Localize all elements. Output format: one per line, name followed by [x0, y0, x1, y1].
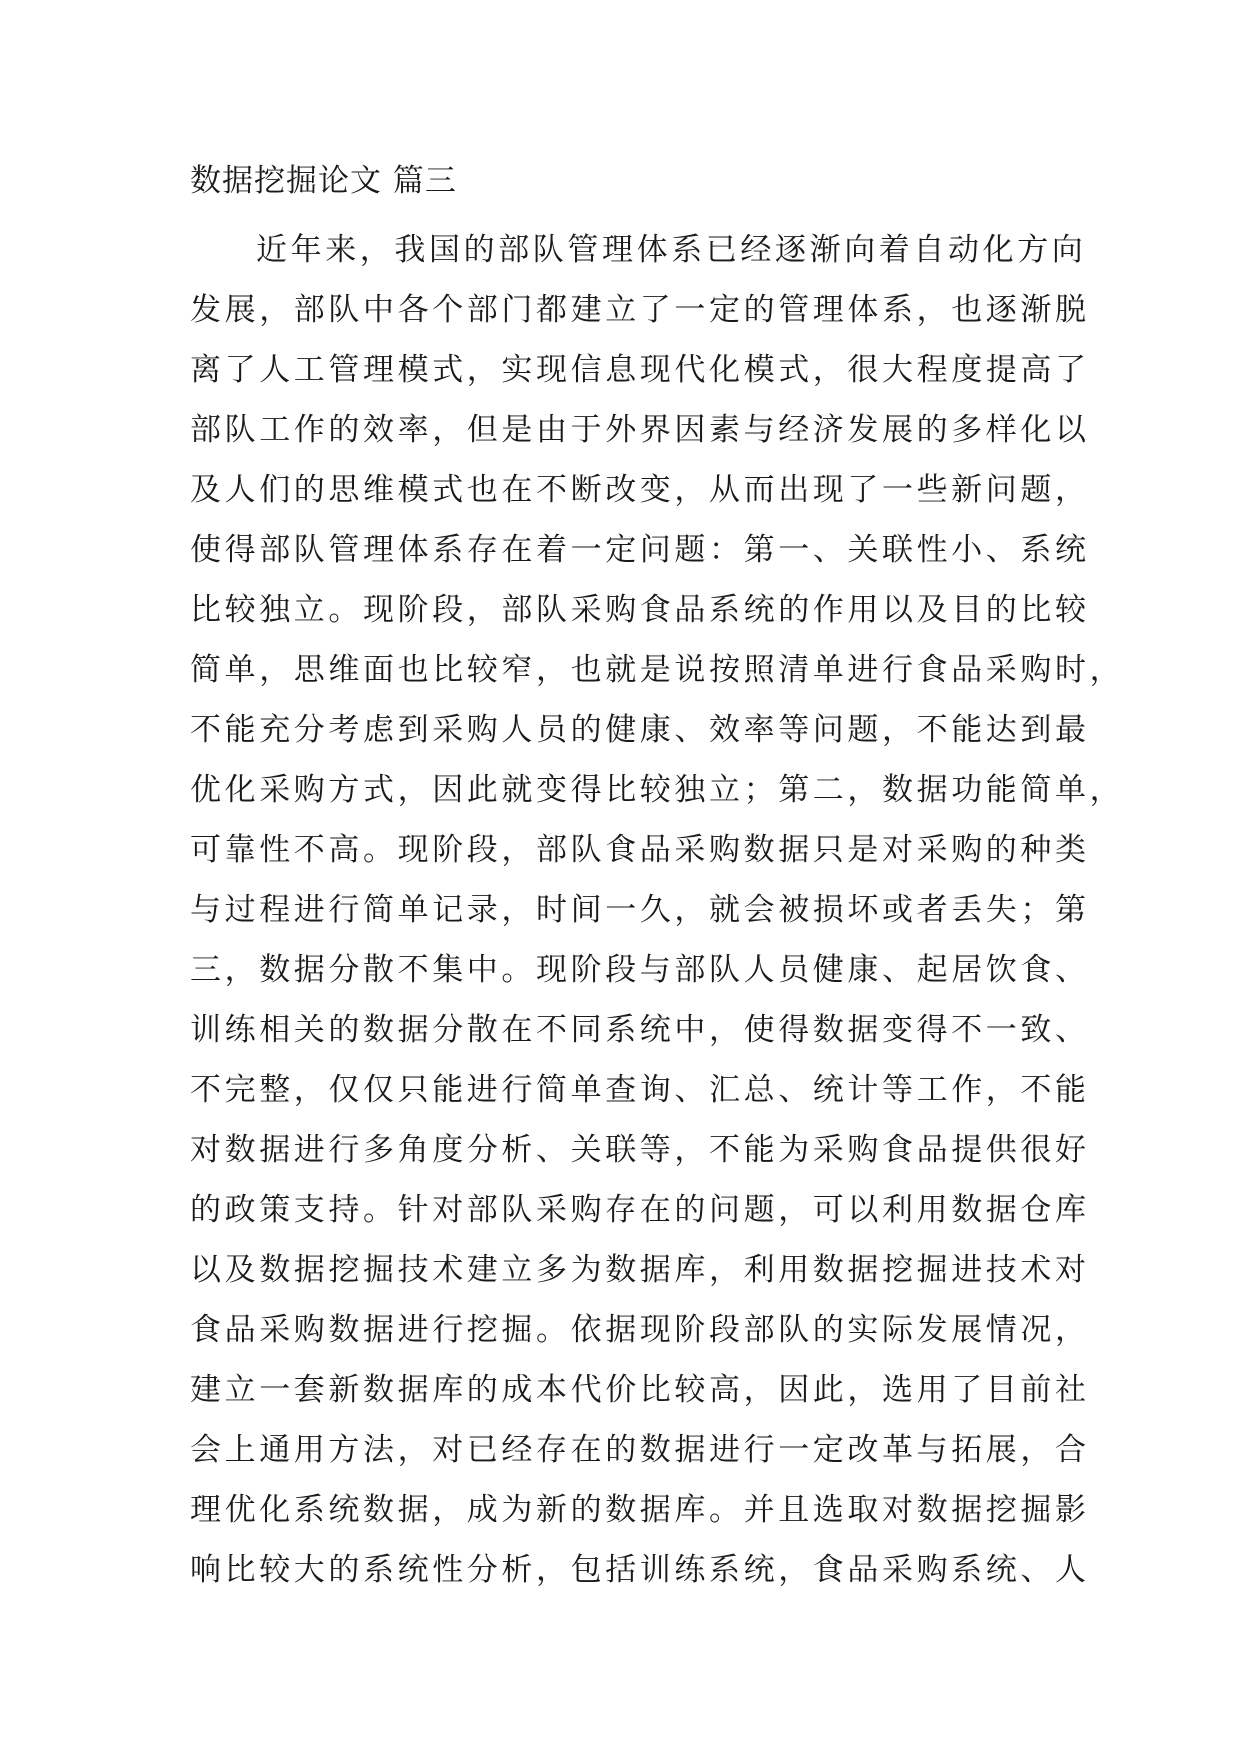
- text-line: 食品采购数据进行挖掘。依据现阶段部队的实际发展情况，: [190, 1312, 1090, 1348]
- text-line: 简单，思维面也比较窄，也就是说按照清单进行食品采购时，: [190, 652, 1125, 688]
- text-line: 比较独立。现阶段，部队采购食品系统的作用以及目的比较: [190, 592, 1090, 628]
- text-line: 三，数据分散不集中。现阶段与部队人员健康、起居饮食、: [190, 952, 1090, 988]
- text-line: 近年来，我国的部队管理体系已经逐渐向着自动化方向: [256, 232, 1087, 268]
- text-line: 的政策支持。针对部队采购存在的问题，可以利用数据仓库: [190, 1192, 1090, 1228]
- text-line: 不能充分考虑到采购人员的健康、效率等问题，不能达到最: [190, 712, 1090, 748]
- text-line: 响比较大的系统性分析，包括训练系统，食品采购系统、人: [190, 1552, 1090, 1588]
- text-line: 使得部队管理体系存在着一定问题：第一、关联性小、系统: [190, 532, 1090, 568]
- text-line: 不完整，仅仅只能进行简单查询、汇总、统计等工作，不能: [190, 1072, 1090, 1108]
- text-line: 部队工作的效率，但是由于外界因素与经济发展的多样化以: [190, 412, 1090, 448]
- text-line: 对数据进行多角度分析、关联等，不能为采购食品提供很好: [190, 1132, 1090, 1168]
- body-paragraph: [190, 220, 1125, 1600]
- text-line: 离了人工管理模式，实现信息现代化模式，很大程度提高了: [190, 352, 1090, 388]
- text-line: 训练相关的数据分散在不同系统中，使得数据变得不一致、: [190, 1012, 1090, 1048]
- text-line: 会上通用方法，对已经存在的数据进行一定改革与拓展，合: [190, 1432, 1090, 1468]
- text-line: 以及数据挖掘技术建立多为数据库，利用数据挖掘进技术对: [190, 1252, 1090, 1288]
- text-line: 可靠性不高。现阶段，部队食品采购数据只是对采购的种类: [190, 832, 1090, 868]
- document-title: 数据挖掘论文 篇三: [190, 163, 457, 199]
- text-line: 建立一套新数据库的成本代价比较高，因此，选用了目前社: [190, 1372, 1090, 1408]
- text-line: 优化采购方式，因此就变得比较独立；第二，数据功能简单，: [190, 772, 1125, 808]
- text-line: 发展，部队中各个部门都建立了一定的管理体系，也逐渐脱: [190, 292, 1090, 328]
- text-line: 及人们的思维模式也在不断改变，从而出现了一些新问题，: [190, 472, 1090, 508]
- text-line: 与过程进行简单记录，时间一久，就会被损坏或者丢失；第: [190, 892, 1090, 928]
- text-line: 理优化系统数据，成为新的数据库。并且选取对数据挖掘影: [190, 1492, 1090, 1528]
